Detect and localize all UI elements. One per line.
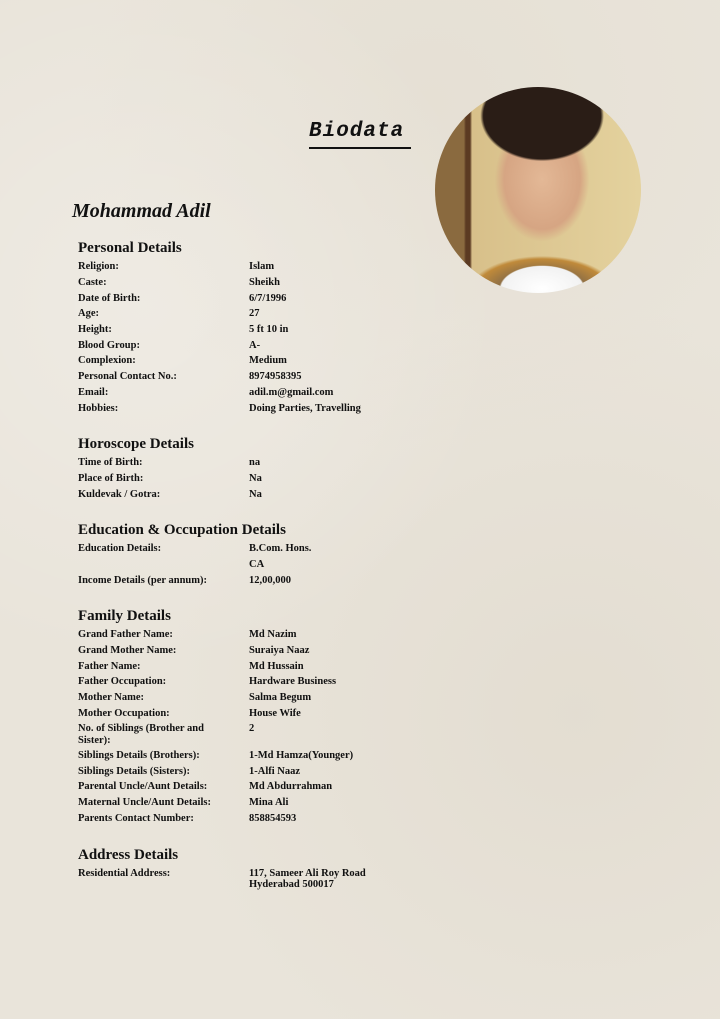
detail-value: Md Hussain: [249, 661, 304, 672]
detail-value: B.Com. Hons.: [249, 543, 312, 554]
email-value: adil.m@gmail.com: [249, 387, 334, 398]
detail-value: na: [249, 457, 261, 468]
address-line-1: 117, Sameer Ali Roy Road: [249, 868, 366, 879]
detail-value: 27: [249, 308, 260, 319]
detail-label: Father Occupation:: [78, 676, 167, 687]
person-name: Mohammad Adil: [72, 200, 211, 222]
section-title-education: Education & Occupation Details: [78, 522, 286, 538]
detail-label: Maternal Uncle/Aunt Details:: [78, 797, 211, 808]
detail-value: Mina Ali: [249, 797, 289, 808]
detail-label: Place of Birth:: [78, 473, 144, 484]
detail-value: 2: [249, 723, 255, 734]
detail-value: Na: [249, 473, 262, 484]
detail-label: Grand Mother Name:: [78, 645, 177, 656]
detail-label: Religion:: [78, 261, 119, 272]
detail-value: Md Nazim: [249, 629, 297, 640]
detail-value: 6/7/1996: [249, 293, 287, 304]
detail-value: Salma Begum: [249, 692, 312, 703]
title-underline: [309, 147, 411, 149]
detail-value: Islam: [249, 261, 275, 272]
detail-value: 8974958395: [249, 371, 302, 382]
detail-value: 858854593: [249, 813, 297, 824]
detail-label: Height:: [78, 324, 112, 335]
detail-value: Medium: [249, 355, 287, 366]
detail-value: CA: [249, 559, 265, 570]
detail-value: Suraiya Naaz: [249, 645, 310, 656]
detail-label: Siblings Details (Brothers):: [78, 750, 200, 761]
section-title-family: Family Details: [78, 608, 171, 624]
detail-label: Mother Occupation:: [78, 708, 170, 719]
detail-label: Age:: [78, 308, 99, 319]
detail-label: Kuldevak / Gotra:: [78, 489, 161, 500]
section-title-personal: Personal Details: [78, 240, 182, 256]
detail-label: Date of Birth:: [78, 293, 141, 304]
document-title: Biodata: [309, 120, 405, 143]
detail-value: 12,00,000: [249, 575, 291, 586]
detail-label: Grand Father Name:: [78, 629, 173, 640]
section-title-horoscope: Horoscope Details: [78, 436, 194, 452]
detail-value: 1-Alfi Naaz: [249, 766, 301, 777]
detail-label: Caste:: [78, 277, 107, 288]
detail-label: Hobbies:: [78, 403, 119, 414]
detail-label: Mother Name:: [78, 692, 144, 703]
detail-label: Residential Address:: [78, 868, 171, 879]
detail-label: Complexion:: [78, 355, 136, 366]
section-title-address: Address Details: [78, 847, 179, 863]
detail-value: Doing Parties, Travelling: [249, 403, 361, 414]
detail-label: Email:: [78, 387, 109, 398]
detail-value: Md Abdurrahman: [249, 781, 333, 792]
detail-label: Time of Birth:: [78, 457, 143, 468]
detail-label: Siblings Details (Sisters):: [78, 766, 191, 777]
detail-label: Blood Group:: [78, 340, 140, 351]
detail-value: 1-Md Hamza(Younger): [249, 750, 354, 761]
detail-label: Father Name:: [78, 661, 141, 672]
detail-value: House Wife: [249, 708, 301, 719]
detail-value: Na: [249, 489, 262, 500]
detail-label: No. of Siblings (Brother and Sister):: [78, 723, 204, 746]
detail-label: Personal Contact No.:: [78, 371, 177, 382]
detail-label: Parental Uncle/Aunt Details:: [78, 781, 208, 792]
detail-label: Income Details (per annum):: [78, 575, 208, 586]
detail-value: 5 ft 10 in: [249, 324, 289, 335]
detail-value: Sheikh: [249, 277, 280, 288]
address-line-2: Hyderabad 500017: [249, 879, 334, 890]
detail-label: Education Details:: [78, 543, 162, 554]
detail-label: Parents Contact Number:: [78, 813, 194, 824]
detail-value: A-: [249, 340, 261, 351]
detail-value: Hardware Business: [249, 676, 337, 687]
